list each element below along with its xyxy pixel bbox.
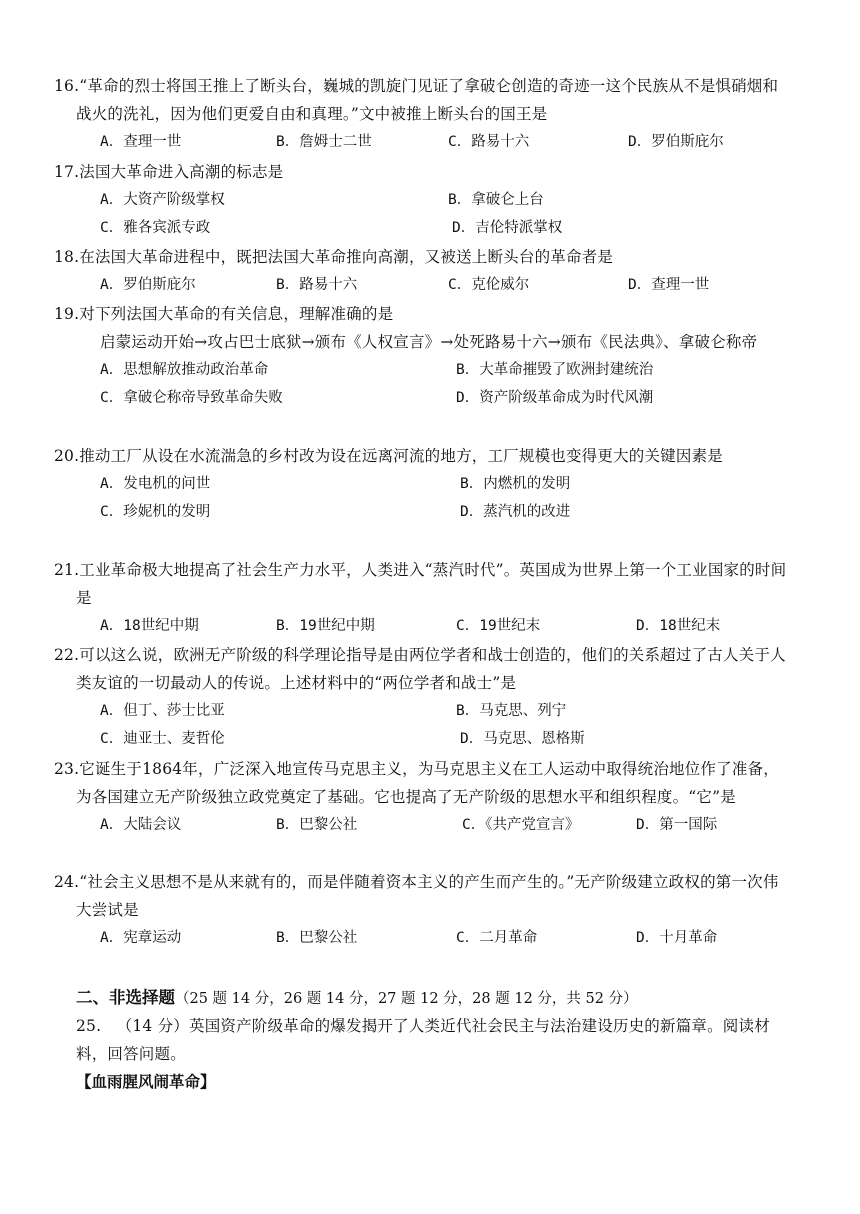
option-a[interactable]: A．宪章运动 — [100, 930, 182, 946]
option-d[interactable]: D．十月革命 — [636, 930, 718, 946]
options-row — [0, 725, 860, 753]
option-a[interactable]: A．大资产阶级掌权 — [100, 192, 225, 208]
question-stem: 对下列法国大革命的有关信息，理解准确的是 — [79, 305, 394, 323]
options-row — [0, 811, 860, 839]
option-c[interactable]: C．迪亚士、麦哲伦 — [100, 731, 225, 747]
option-d[interactable]: D．罗伯斯庇尔 — [628, 134, 724, 150]
question-stem: 法国大革命进入高潮的标志是 — [79, 163, 284, 181]
options-row — [0, 498, 860, 526]
option-b[interactable]: B．内燃机的发明 — [460, 476, 571, 492]
option-c[interactable]: C．克伦威尔 — [448, 277, 530, 293]
question-20 — [0, 442, 860, 526]
option-c[interactable]: C．路易十六 — [448, 134, 530, 150]
question-number: 16. — [54, 77, 80, 95]
option-c[interactable]: C．珍妮机的发明 — [100, 504, 211, 520]
question-number: 22. — [54, 646, 80, 664]
option-b[interactable]: B．詹姆士二世 — [276, 134, 372, 150]
question-number: 19. — [54, 305, 80, 323]
option-a[interactable]: A．大陆会议 — [100, 817, 182, 833]
material-subtitle: 【血雨腥风闹革命】 — [76, 1073, 216, 1091]
section-title: 二、非选择题 — [76, 988, 175, 1007]
option-b[interactable]: B．拿破仑上台 — [448, 192, 544, 208]
section-heading — [76, 984, 638, 1013]
option-b[interactable]: B．19世纪中期 — [276, 618, 375, 634]
question-19 — [0, 300, 860, 412]
option-c[interactable]: C．二月革命 — [456, 930, 538, 946]
question-stem: “社会主义思想不是从来就有的，而是伴随着资本主义的产生而产生的。”无产阶级建立政权的第一次伟大尝试是 — [76, 873, 779, 919]
option-d[interactable]: D．查理一世 — [628, 277, 710, 293]
option-b[interactable]: B．路易十六 — [276, 277, 358, 293]
option-a[interactable]: A．罗伯斯庇尔 — [100, 277, 196, 293]
option-c[interactable]: C．雅各宾派专政 — [100, 220, 211, 236]
question-22 — [0, 641, 860, 753]
question-stem: （14 分）英国资产阶级革命的爆发揭开了人类近代社会民主与法治建设历史的新篇章。阅读材料，回答问题。 — [76, 1017, 770, 1063]
option-d[interactable]: D．18世纪末 — [636, 618, 721, 634]
option-b[interactable]: B．大革命摧毁了欧洲封建统治 — [456, 362, 654, 378]
material-text: 启蒙运动开始→攻占巴士底狱→颁布《人权宣言》→处死路易十六→颁布《民法典》、拿破仑称帝 — [100, 333, 758, 351]
option-a[interactable]: A．18世纪中期 — [100, 618, 199, 634]
options-row — [0, 214, 860, 242]
option-d[interactable]: D．马克思、恩格斯 — [460, 731, 585, 747]
question-number: 20. — [54, 447, 80, 465]
option-d[interactable]: D．资产阶级革命成为时代风潮 — [456, 390, 654, 406]
option-a[interactable]: A．发电机的问世 — [100, 476, 211, 492]
question-number: 18. — [54, 248, 80, 266]
option-b[interactable]: B．马克思、列宁 — [456, 703, 567, 719]
option-c[interactable]: C．拿破仑称帝导致革命失败 — [100, 390, 283, 406]
question-21 — [0, 556, 860, 640]
question-stem: “革命的烈士将国王推上了断头台，巍城的凯旋门见证了拿破仑创造的奇迹一这个民族从不是惧硝烟和战火的洗礼，因为他们更爱自由和真理。”文中被推上断头台的国王是 — [76, 77, 779, 123]
option-b[interactable]: B．巴黎公社 — [276, 930, 358, 946]
section-note: （25 题 14 分，26 题 14 分，27 题 12 分，28 题 12 分，共 52 分） — [175, 991, 638, 1007]
question-18 — [0, 243, 860, 299]
question-17 — [0, 158, 860, 242]
question-number: 24. — [54, 873, 80, 891]
question-stem: 它诞生于1864年，广泛深入地宣传马克思主义，为马克思主义在工人运动中取得统治地位作了准备，为各国建立无产阶级独立政党奠定了基础。它也提高了无产阶级的思想水平和组织程度。“它”是 — [76, 760, 779, 806]
question-16 — [0, 72, 860, 156]
options-row — [0, 271, 860, 299]
question-stem: 在法国大革命进程中，既把法国大革命推向高潮，又被送上断头台的革命者是 — [79, 248, 614, 266]
question-number: 23. — [54, 760, 80, 778]
options-row — [0, 128, 860, 156]
option-d[interactable]: D．吉伦特派掌权 — [452, 220, 563, 236]
option-d[interactable]: D．蒸汽机的改进 — [460, 504, 571, 520]
question-number: 17. — [54, 163, 80, 181]
options-row — [0, 356, 860, 384]
question-stem: 可以这么说，欧洲无产阶级的科学理论指导是由两位学者和战士创造的，他们的关系超过了古人关于人类友谊的一切最动人的传说。上述材料中的“两位学者和战士”是 — [76, 646, 786, 692]
option-d[interactable]: D．第一国际 — [636, 817, 718, 833]
question-stem: 推动工厂从设在水流湍急的乡村改为设在远离河流的地方，工厂规模也变得更大的关键因素是 — [79, 447, 723, 465]
options-row — [0, 612, 860, 640]
options-row — [0, 470, 860, 498]
question-24 — [0, 868, 860, 952]
question-25 — [0, 1012, 860, 1068]
options-row — [0, 924, 860, 952]
options-row — [0, 384, 860, 412]
options-row — [0, 186, 860, 214]
question-23 — [0, 755, 860, 839]
option-a[interactable]: A．但丁、莎士比亚 — [100, 703, 225, 719]
options-row — [0, 697, 860, 725]
option-b[interactable]: B．巴黎公社 — [276, 817, 358, 833]
option-a[interactable]: A．思想解放推动政治革命 — [100, 362, 269, 378]
question-number: 21. — [54, 561, 80, 579]
option-a[interactable]: A．查理一世 — [100, 134, 182, 150]
option-c[interactable]: C．19世纪末 — [456, 618, 541, 634]
question-number: 25. — [76, 1017, 102, 1035]
question-stem: 工业革命极大地提高了社会生产力水平，人类进入“蒸汽时代”。英国成为世界上第一个工业国家的时间是 — [76, 561, 787, 607]
option-c[interactable]: C．《共产党宣言》 — [462, 817, 580, 833]
